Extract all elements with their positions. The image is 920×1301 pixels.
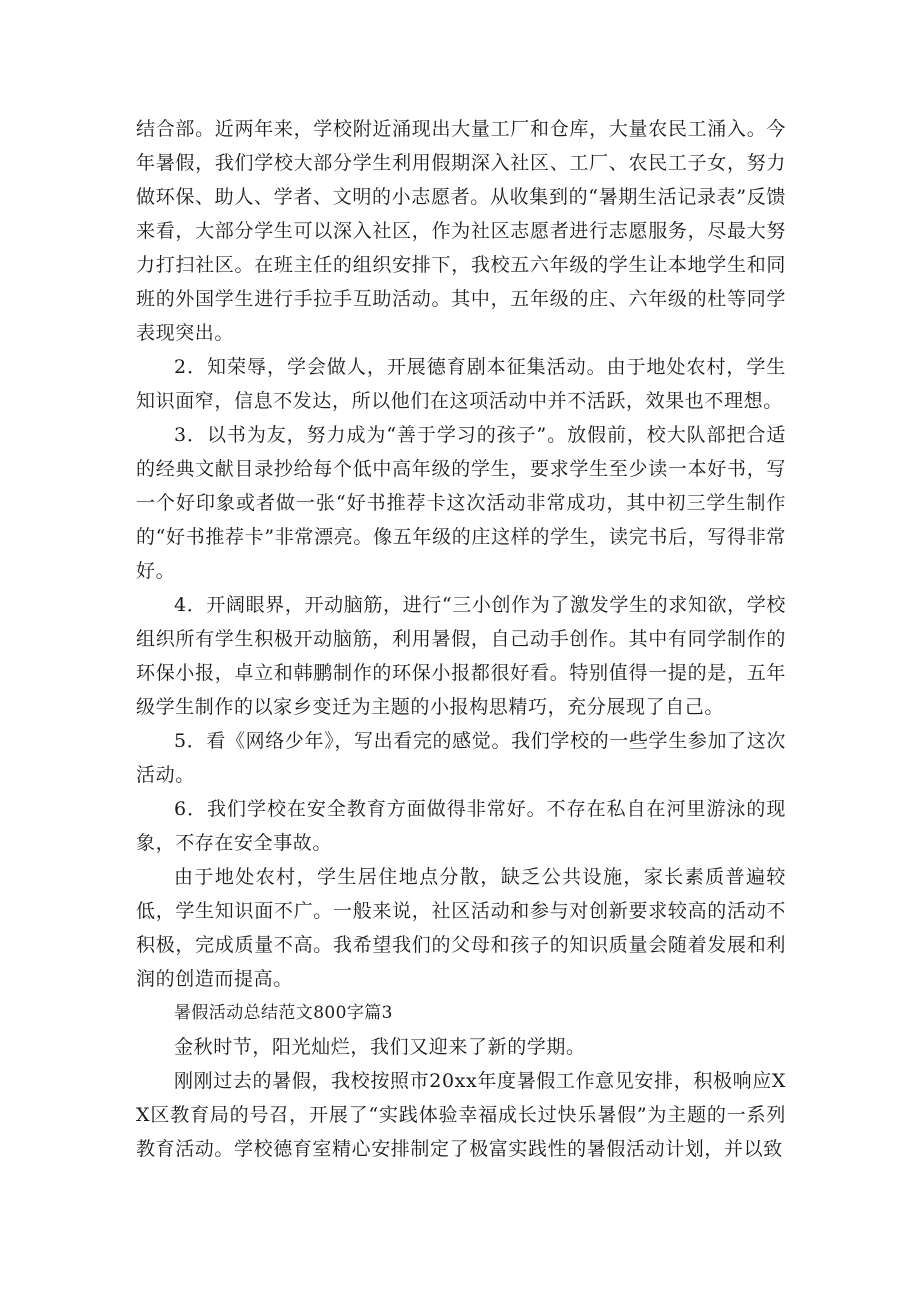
paragraph-summer-plan: 刚刚过去的暑假，我校按照市20xx年度暑假工作意见安排，积极响应XX区教育局的号召，开展了“实践体验幸福成长过快乐暑假”为主题的一系列教育活动。学校德育室精心安排制定了极富实践性的暑假活动计划，并以致 xyxy=(136,1070,786,1160)
paragraph-item-5: 5．看《网络少年》，写出看完的感觉。我们学校的一些学生参加了这次活动。 xyxy=(136,730,786,786)
paragraph-item-4: 4．开阔眼界，开动脑筋，进行“三小创作为了激发学生的求知欲，学校组织所有学生积极开动脑筋，利用暑假，自己动手创作。其中有同学制作的环保小报，卓立和韩鹏制作的环保小报都很好看。特别值得一提的是，五年级学生制作的以家乡变迁为主题的小报构思精巧，充分展现了自己。 xyxy=(136,594,786,718)
paragraph-opening: 金秋时节，阳光灿烂，我们又迎来了新的学期。 xyxy=(174,1036,586,1058)
paragraph-item-3: 3．以书为友，努力成为“善于学习的孩子”。放假前，校大队部把合适的经典文献目录抄给每个低中高年级的学生，要求学生至少读一本好书，写一个好印象或者做一张“好书推荐卡这次活动非常成功，其中初三学生制作的“好书推荐卡”非常漂亮。像五年级的庄这样的学生，读完书后，写得非常好。 xyxy=(136,424,786,582)
paragraph-item-2: 2．知荣辱，学会做人，开展德育剧本征集活动。由于地处农村，学生知识面窄，信息不发达，所以他们在这项活动中并不活跃，效果也不理想。 xyxy=(136,356,786,412)
paragraph-summary: 由于地处农村，学生居住地点分散，缺乏公共设施，家长素质普遍较低，学生知识面不广。一般来说，社区活动和参与对创新要求较高的活动不积极，完成质量不高。我希望我们的父母和孩子的知识质量会随着发展和利润的创造而提高。 xyxy=(136,866,786,990)
section-heading: 暑假活动总结范文800字篇3 xyxy=(174,1003,393,1023)
document-body xyxy=(136,112,786,1166)
paragraph-community-volunteers: 结合部。近两年来，学校附近涌现出大量工厂和仓库，大量农民工涌入。今年暑假，我们学校大部分学生利用假期深入社区、工厂、农民工子女，努力做环保、助人、学者、文明的小志愿者。从收集到的“暑期生活记录表”反馈来看，大部分学生可以深入社区，作为社区志愿者进行志愿服务，尽最大努力打扫社区。在班主任的组织安排下，我校五六年级的学生让本地学生和同班的外国学生进行手拉手互助活动。其中，五年级的庄、六年级的杜等同学表现突出。 xyxy=(136,118,786,344)
paragraph-item-6: 6．我们学校在安全教育方面做得非常好。不存在私自在河里游泳的现象，不存在安全事故。 xyxy=(136,798,786,854)
